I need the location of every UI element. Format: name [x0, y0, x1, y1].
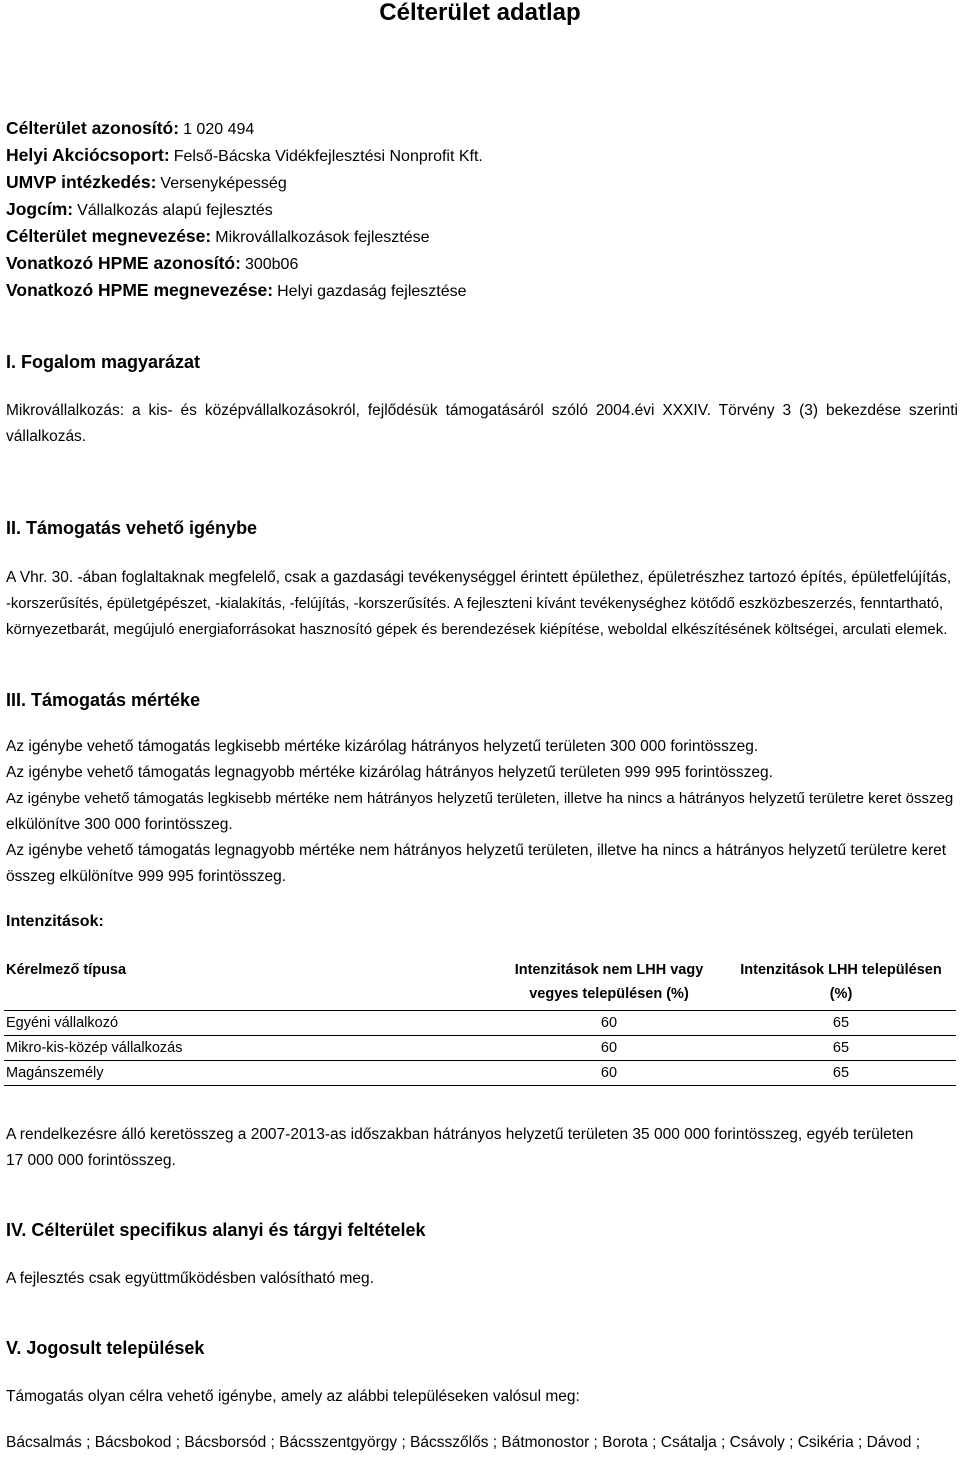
table-cell: 60: [600, 1015, 618, 1031]
table-header-row: [4, 955, 956, 1011]
meta-value: 1 020 494: [183, 121, 255, 138]
text-line: Az igénybe vehető támogatás legkisebb mértéke kizárólag hátrányos helyzetű területen 300 000 forintösszeg.: [6, 738, 759, 755]
meta-label: Vonatkozó HPME megnevezése:: [6, 280, 274, 300]
meta-label: Célterület azonosító:: [6, 118, 180, 138]
support-rate-text: [6, 734, 958, 890]
table-cell: Mikro-kis-közép vállalkozás: [6, 1040, 183, 1056]
column-header-lhh: Intenzitások LHH településen (%): [740, 962, 942, 1002]
intensities-table: [4, 955, 956, 1086]
text-line: összeg elkülönítve 999 995 forintösszeg.: [6, 868, 287, 885]
text-line: A rendelkezésre álló keretösszeg a 2007-2013-as időszakban hátrányos helyzetű területen 35 000 000 forintösszeg, egyéb területen: [6, 1126, 914, 1143]
meta-label: Vonatkozó HPME azonosító:: [6, 253, 241, 273]
text-line: elkülönítve 300 000 forintösszeg.: [6, 816, 233, 833]
section-heading-eligible-costs: II. Támogatás vehető igénybe: [6, 518, 258, 538]
section-heading-conditions: IV. Célterület specifikus alanyi és tárgyi feltételek: [6, 1220, 426, 1240]
settlements-list: Bácsalmás ; Bácsbokod ; Bácsborsód ; Bácsszentgyörgy ; Bácsszőlős ; Bátmonostor ; Borota ; Csátalja ; Csávoly ; Csikéria ; Dávod ;: [6, 1434, 921, 1451]
text-line: Az igénybe vehető támogatás legnagyobb mértéke nem hátrányos helyzetű területen, illetve ha nincs a hátrányos helyzetű területre keret: [6, 842, 947, 859]
page-title: Célterület adatlap: [379, 0, 581, 26]
meta-row-title: [6, 197, 483, 224]
intensities-label: Intenzitások:: [6, 913, 104, 930]
section-heading-definitions: I. Fogalom magyarázat: [6, 352, 201, 372]
text-line: 17 000 000 forintösszeg.: [6, 1152, 176, 1169]
budget-text: [6, 1122, 958, 1174]
eligible-settlements-intro: Támogatás olyan célra vehető igénybe, amely az alábbi településeken valósul meg:: [6, 1388, 580, 1405]
table-row: [4, 1061, 956, 1086]
meta-label: Helyi Akciócsoport:: [6, 145, 170, 165]
text-line: környezetbarát, megújuló energiaforrásokat hasznosító gépek és berendezések kiépítése, weboldal elkészítésének költségei, arculati elemek.: [6, 621, 948, 638]
meta-row-hpme-name: [6, 278, 483, 305]
table-cell: Egyéni vállalkozó: [6, 1015, 119, 1031]
section-heading-support-rate: III. Támogatás mértéke: [6, 690, 201, 710]
table-cell: 65: [832, 1065, 850, 1081]
text-line: Az igénybe vehető támogatás legkisebb mértéke nem hátrányos helyzetű területen, illetve ha nincs a hátrányos helyzetű területre keret összeg: [6, 790, 954, 807]
table-cell: 65: [832, 1015, 850, 1031]
identifier-block: [6, 116, 483, 305]
table-row: [4, 1036, 956, 1061]
meta-label: Célterület megnevezése:: [6, 226, 212, 246]
meta-value: 300b06: [244, 256, 299, 273]
meta-row-umvp-measure: [6, 170, 483, 197]
meta-value: Vállalkozás alapú fejlesztés: [77, 202, 273, 219]
table-cell: Magánszemély: [6, 1065, 104, 1081]
table-row: [4, 1011, 956, 1036]
text-line: Az igénybe vehető támogatás legnagyobb mértéke kizárólag hátrányos helyzetű területen 999 995 forintösszeg.: [6, 764, 773, 781]
column-header-non-lhh: Intenzitások nem LHH vagy vegyes településen (%): [514, 962, 704, 1002]
column-header-applicant-type: Kérelmező típusa: [6, 962, 127, 978]
meta-value: Felső-Bácska Vidékfejlesztési Nonprofit Kft.: [173, 148, 483, 165]
meta-row-action-group: [6, 143, 483, 170]
section-heading-eligible-settlements: V. Jogosult települések: [6, 1338, 205, 1358]
meta-row-hpme-id: [6, 251, 483, 278]
meta-row-target-area-name: [6, 224, 483, 251]
meta-value: Helyi gazdaság fejlesztése: [277, 283, 467, 300]
meta-label: Jogcím:: [6, 199, 74, 219]
eligible-costs-text: [6, 565, 958, 643]
table-cell: 60: [600, 1040, 618, 1056]
conditions-text: A fejlesztés csak együttműködésben valósítható meg.: [6, 1270, 374, 1287]
text-line: A Vhr. 30. -ában foglaltaknak megfelelő, csak a gazdasági tevékenységgel érintett épülethez, épületrészhez tartozó építés, épületfelújítás,: [6, 569, 952, 586]
text-line: -korszerűsítés, épületgépészet, -kialakítás, -felújítás, -korszerűsítés. A fejleszteni kívánt tevékenységhez kötődő eszközbeszerzés, fenntartható,: [6, 596, 944, 612]
table-cell: 65: [832, 1040, 850, 1056]
meta-row-target-area-id: [6, 116, 483, 143]
meta-value: Mikrovállalkozások fejlesztése: [215, 229, 430, 246]
meta-value: Versenyképesség: [160, 175, 287, 192]
table-cell: 60: [600, 1065, 618, 1081]
definitions-text: Mikrovállalkozás: a kis- és középvállalkozásokról, fejlődésük támogatásáról szóló 2004.évi XXXIV. Törvény 3 (3) bekezdése szerinti vállalkozás.: [6, 402, 958, 445]
meta-label: UMVP intézkedés:: [6, 172, 157, 192]
